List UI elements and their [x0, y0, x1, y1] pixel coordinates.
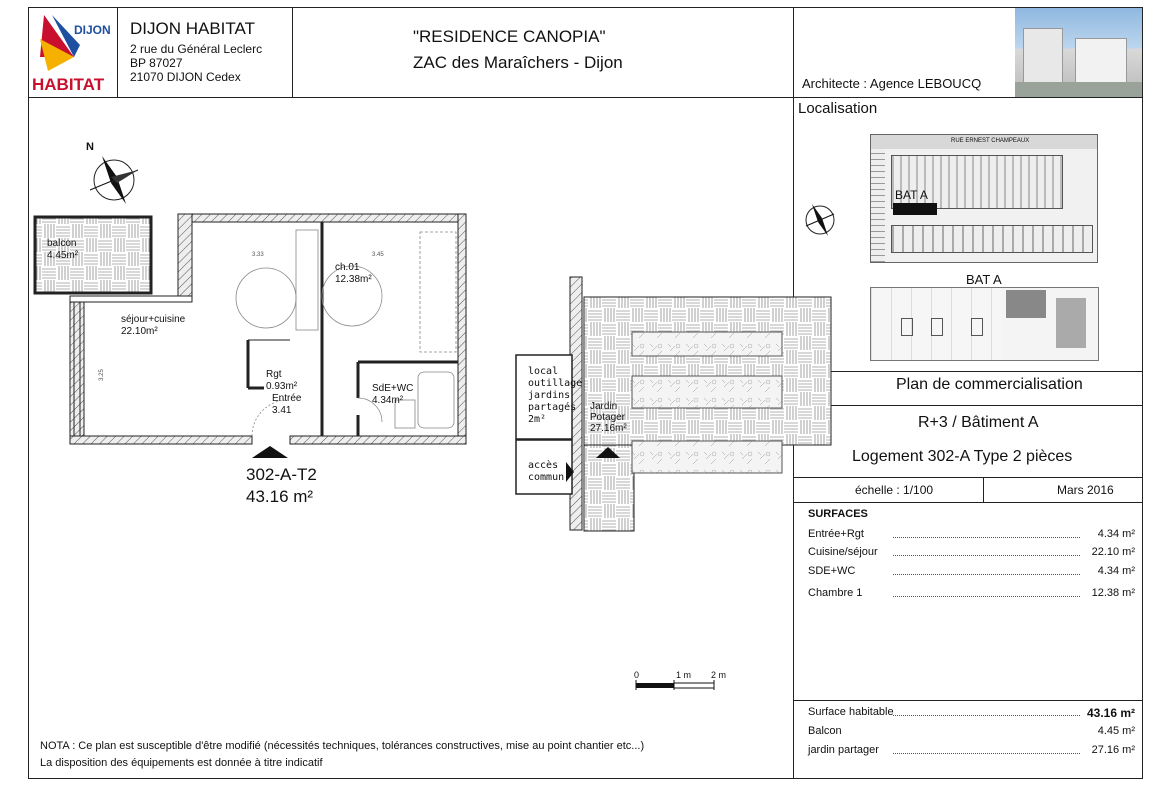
plan-title: Plan de commercialisation	[896, 376, 1083, 393]
dimension-label: 3.25	[98, 369, 105, 381]
scale-bar	[636, 680, 714, 690]
surface-value: 22.10 m²	[1091, 546, 1135, 558]
balcon-area: 4.45m²	[47, 250, 79, 261]
logo-bottom-text: HABITAT	[32, 75, 105, 94]
street-label: RUE ERNEST CHAMPEAUX	[951, 138, 1030, 144]
balcon-label: balcon	[47, 238, 77, 249]
acces-label-2: commun	[528, 472, 565, 483]
jardin-area: 27.16m²	[590, 423, 627, 434]
project-name: "RESIDENCE CANOPIA"	[413, 27, 606, 46]
entrance-arrow-icon	[252, 446, 288, 458]
sejour-label: séjour+cuisine	[121, 314, 186, 325]
local-label-4: partagés	[528, 402, 577, 413]
local-label-3: jardins	[528, 390, 571, 401]
total-value: 27.16 m²	[1091, 744, 1135, 756]
plan-level: R+3 / Bâtiment A	[918, 414, 1039, 431]
company-name: DIJON HABITAT	[130, 19, 255, 38]
surface-label: SDE+WC	[808, 565, 856, 577]
jardin-label-2: Potager	[590, 412, 626, 423]
total-label: Balcon	[808, 725, 842, 737]
entree-label: Entrée	[272, 393, 302, 404]
sde-area: 4.34m²	[372, 395, 404, 406]
note-line-1: NOTA : Ce plan est susceptible d'être modifié (nécessités techniques, tolérances constructives, mise au point chantier etc...)	[40, 740, 645, 752]
chambre-area: 12.38m²	[335, 274, 372, 285]
surface-value: 4.34 m²	[1097, 565, 1135, 577]
surface-value: 12.38 m²	[1091, 587, 1135, 599]
rgt-area: 0.93m²	[266, 381, 298, 392]
total-value: 43.16 m²	[1086, 706, 1135, 720]
dimension-label: 3.45	[372, 252, 384, 258]
entree-area: 3.41	[272, 405, 292, 416]
bat-a-elevation-label: BAT A	[966, 272, 1002, 287]
company-address-1: 2 rue du Général Leclerc	[130, 42, 263, 56]
north-compass-icon	[90, 156, 138, 204]
compass-north-label: N	[86, 141, 94, 153]
project-location: ZAC des Maraîchers - Dijon	[413, 53, 623, 72]
bat-a-map-label: BAT A	[895, 188, 928, 202]
local-label-2: outillage	[528, 378, 583, 389]
note-line-2: La disposition des équipements est donnée à titre indicatif	[40, 757, 323, 769]
architect-label: Architecte : Agence LEBOUCQ	[802, 76, 982, 91]
surface-label: Chambre 1	[808, 587, 863, 599]
unit-code: 302-A-T2	[246, 465, 317, 484]
surface-label: Entrée+Rgt	[808, 528, 864, 540]
surface-label: Cuisine/séjour	[808, 546, 878, 558]
company-address-3: 21070 DIJON Cedex	[130, 70, 241, 84]
scale-label-0: 0	[634, 670, 640, 680]
company-address-2: BP 87027	[130, 56, 183, 70]
sde-label: SdE+WC	[372, 383, 414, 394]
scale-label-1: 1 m	[676, 670, 692, 680]
plan-scale: échelle : 1/100	[855, 483, 934, 497]
sejour-area: 22.10m²	[121, 326, 158, 337]
surface-value: 4.34 m²	[1097, 528, 1135, 540]
scale-label-2: 2 m	[711, 670, 727, 680]
unit-area: 43.16 m²	[246, 487, 314, 506]
total-value: 4.45 m²	[1097, 725, 1135, 737]
local-label-1: local	[528, 366, 559, 377]
total-label: jardin partager	[808, 744, 879, 756]
dimension-label: 3.33	[252, 252, 264, 258]
surfaces-title: SURFACES	[808, 508, 868, 520]
rgt-label: Rgt	[266, 369, 282, 380]
jardin-label: Jardin	[590, 401, 618, 412]
total-label: Surface habitable	[808, 706, 894, 718]
plan-lot: Logement 302-A Type 2 pièces	[852, 448, 1073, 465]
logo-top-text: DIJON	[74, 23, 111, 37]
acces-label-1: accès	[528, 460, 559, 471]
local-area: 2m²	[528, 414, 547, 425]
localisation-title: Localisation	[798, 100, 878, 117]
chambre-label: ch.01	[335, 262, 360, 273]
plan-date: Mars 2016	[1057, 483, 1114, 497]
